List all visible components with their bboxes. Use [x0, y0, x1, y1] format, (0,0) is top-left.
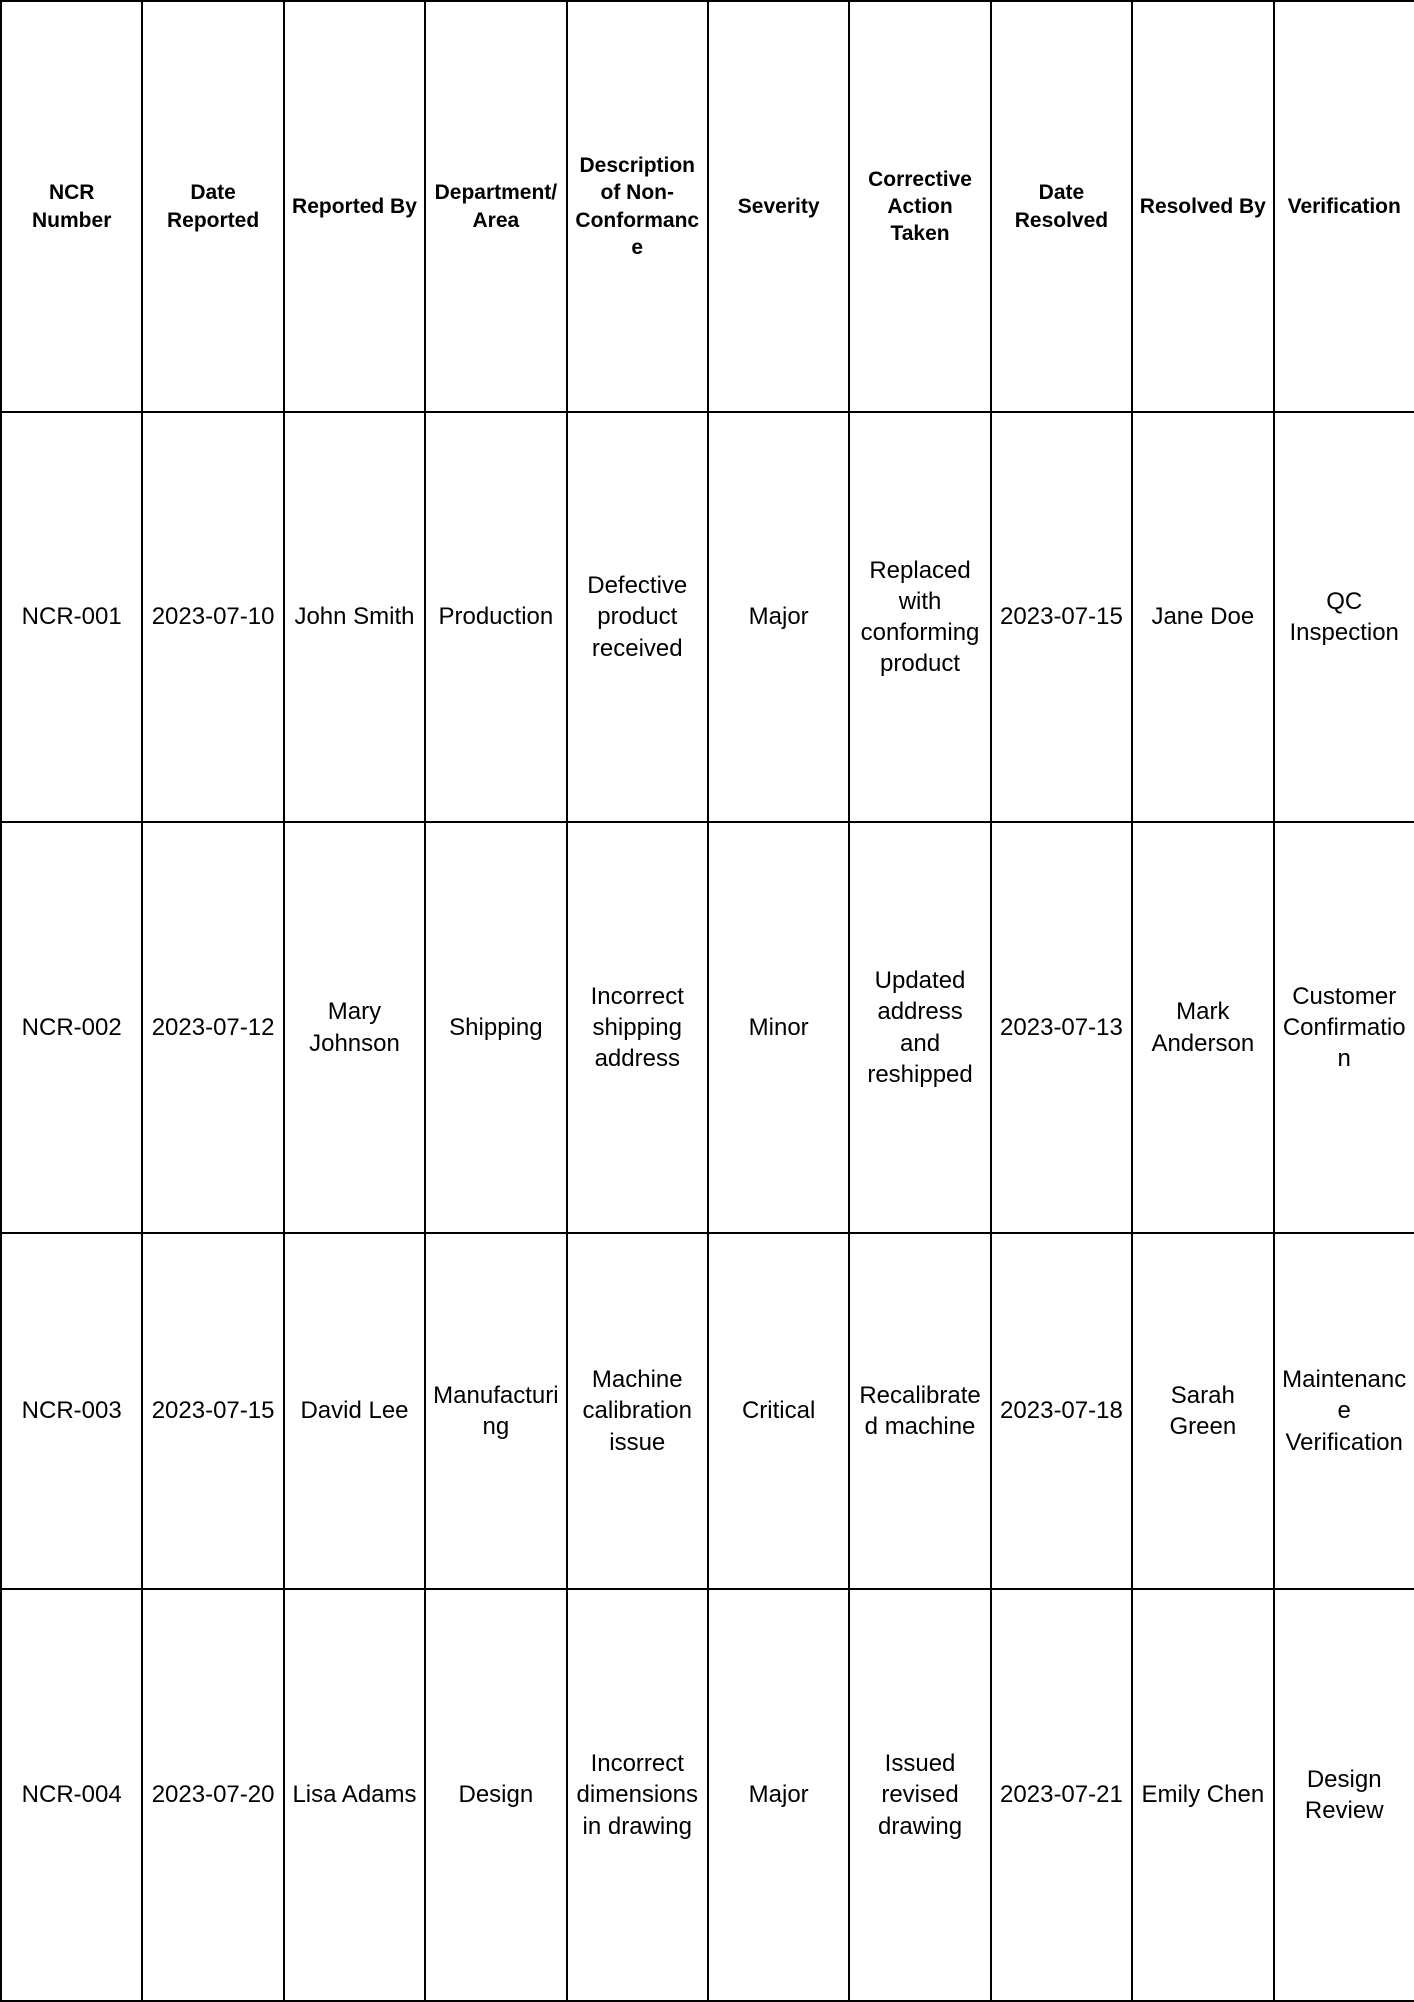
cell-department-area: Production: [425, 412, 566, 822]
header-date-reported: Date Reported: [142, 1, 283, 412]
header-reported-by: Reported By: [284, 1, 425, 412]
header-department-area: Department/ Area: [425, 1, 566, 412]
cell-ncr-number: NCR-002: [1, 822, 142, 1233]
header-severity: Severity: [708, 1, 849, 412]
cell-resolved-by: Jane Doe: [1132, 412, 1273, 822]
cell-description: Defective product received: [567, 412, 708, 822]
cell-date-reported: 2023-07-10: [142, 412, 283, 822]
cell-severity: Major: [708, 412, 849, 822]
table-row: [1, 412, 1414, 822]
cell-date-reported: 2023-07-15: [142, 1233, 283, 1589]
header-resolved-by: Resolved By: [1132, 1, 1273, 412]
cell-corrective-action: Updated address and reshipped: [849, 822, 990, 1233]
cell-description: Incorrect shipping address: [567, 822, 708, 1233]
cell-date-resolved: 2023-07-15: [991, 412, 1132, 822]
cell-department-area: Shipping: [425, 822, 566, 1233]
cell-severity: Major: [708, 1589, 849, 2001]
cell-resolved-by: Mark Anderson: [1132, 822, 1273, 1233]
cell-ncr-number: NCR-001: [1, 412, 142, 822]
cell-description: Incorrect dimensions in drawing: [567, 1589, 708, 2001]
cell-reported-by: John Smith: [284, 412, 425, 822]
cell-resolved-by: Emily Chen: [1132, 1589, 1273, 2001]
cell-ncr-number: NCR-004: [1, 1589, 142, 2001]
header-description: Description of Non-Conformance: [567, 1, 708, 412]
cell-date-resolved: 2023-07-18: [991, 1233, 1132, 1589]
cell-date-reported: 2023-07-20: [142, 1589, 283, 2001]
cell-verification: QC Inspection: [1274, 412, 1414, 822]
table-row: [1, 1589, 1414, 2001]
cell-resolved-by: Sarah Green: [1132, 1233, 1273, 1589]
cell-verification: Design Review: [1274, 1589, 1414, 2001]
cell-reported-by: David Lee: [284, 1233, 425, 1589]
header-ncr-number: NCR Number: [1, 1, 142, 412]
cell-corrective-action: Replaced with conforming product: [849, 412, 990, 822]
cell-verification: Customer Confirmation: [1274, 822, 1414, 1233]
cell-date-reported: 2023-07-12: [142, 822, 283, 1233]
cell-verification: Maintenance Verification: [1274, 1233, 1414, 1589]
cell-ncr-number: NCR-003: [1, 1233, 142, 1589]
table-row: [1, 822, 1414, 1233]
cell-severity: Critical: [708, 1233, 849, 1589]
cell-department-area: Manufacturing: [425, 1233, 566, 1589]
header-date-resolved: Date Resolved: [991, 1, 1132, 412]
header-corrective-action: Corrective Action Taken: [849, 1, 990, 412]
cell-reported-by: Lisa Adams: [284, 1589, 425, 2001]
table-row: [1, 1233, 1414, 1589]
cell-corrective-action: Issued revised drawing: [849, 1589, 990, 2001]
cell-description: Machine calibration issue: [567, 1233, 708, 1589]
cell-date-resolved: 2023-07-21: [991, 1589, 1132, 2001]
table-header-row: [1, 1, 1414, 412]
cell-date-resolved: 2023-07-13: [991, 822, 1132, 1233]
cell-reported-by: Mary Johnson: [284, 822, 425, 1233]
header-verification: Verification: [1274, 1, 1414, 412]
cell-corrective-action: Recalibrated machine: [849, 1233, 990, 1589]
cell-severity: Minor: [708, 822, 849, 1233]
cell-department-area: Design: [425, 1589, 566, 2001]
